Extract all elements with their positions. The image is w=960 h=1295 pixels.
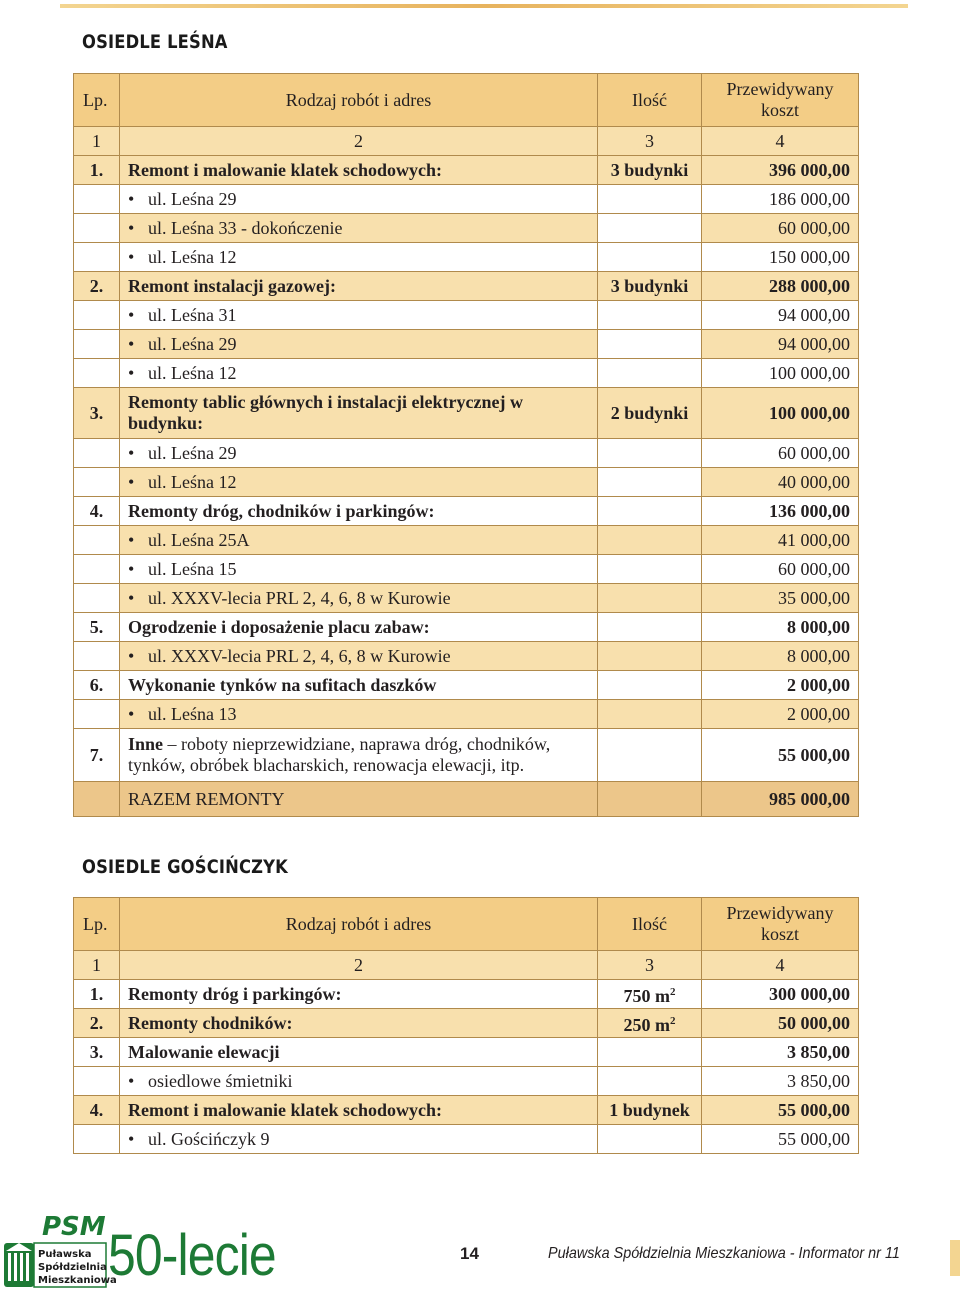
- col-number: 3: [598, 951, 702, 980]
- row-koszt: 100 000,00: [702, 359, 859, 388]
- row-desc: Remonty dróg, chodników i parkingów:: [120, 497, 598, 526]
- row-ilosc: 1 budynek: [598, 1096, 702, 1125]
- logo-text-line: Spółdzielnia: [38, 1262, 107, 1273]
- table-row: [74, 156, 859, 185]
- row-koszt: 8 000,00: [702, 613, 859, 642]
- table-row: [74, 700, 859, 729]
- section-title-goscinczyk: OSIEDLE GOŚCIŃCZYK: [82, 856, 288, 878]
- header-koszt: Przewidywany koszt: [702, 74, 859, 127]
- table-row: [74, 555, 859, 584]
- row-koszt: 2 000,00: [702, 700, 859, 729]
- bullet-icon: •: [128, 217, 135, 238]
- row-ilosc: 2 budynki: [598, 388, 702, 439]
- table-goscinczyk: [73, 897, 859, 1154]
- row-koszt: 55 000,00: [702, 1125, 859, 1154]
- header-ilosc: Ilość: [598, 898, 702, 951]
- row-desc: • ul. Gościńczyk 9: [120, 1125, 598, 1154]
- page-number: 14: [460, 1244, 479, 1263]
- table-row: [74, 185, 859, 214]
- table-row: [74, 468, 859, 497]
- row-koszt: 136 000,00: [702, 497, 859, 526]
- row-desc: Remont i malowanie klatek schodowych:: [120, 156, 598, 185]
- row-desc: Remont i malowanie klatek schodowych:: [120, 1096, 598, 1125]
- table-row: [74, 1009, 859, 1038]
- table-row: [74, 359, 859, 388]
- bullet-icon: •: [128, 558, 135, 579]
- header-lp: Lp.: [74, 898, 120, 951]
- row-koszt: 55 000,00: [702, 1096, 859, 1125]
- col-number: 2: [120, 951, 598, 980]
- bullet-icon: •: [128, 1128, 135, 1149]
- row-desc: Ogrodzenie i doposażenie placu zabaw:: [120, 613, 598, 642]
- row-lp: 7.: [74, 729, 120, 782]
- row-koszt: 3 850,00: [702, 1067, 859, 1096]
- bullet-icon: •: [128, 645, 135, 666]
- row-lp: 3.: [74, 1038, 120, 1067]
- row-lp: 2.: [74, 1009, 120, 1038]
- row-desc: Malowanie elewacji: [120, 1038, 598, 1067]
- row-koszt: 300 000,00: [702, 980, 859, 1009]
- row-ilosc: 250 $m^2$: [598, 1009, 702, 1038]
- row-desc: • ul. Leśna 29: [120, 185, 598, 214]
- footer-decorative-rule: [950, 1240, 960, 1276]
- table-row: [74, 729, 859, 782]
- header-ilosc: Ilość: [598, 74, 702, 127]
- row-desc: • ul. Leśna 33 - dokończenie: [120, 214, 598, 243]
- table-row: [74, 497, 859, 526]
- col-number: 2: [120, 127, 598, 156]
- col-number: 1: [74, 127, 120, 156]
- row-desc: • ul. Leśna 31: [120, 301, 598, 330]
- row-koszt: 60 000,00: [702, 214, 859, 243]
- row-desc: • osiedlowe śmietniki: [120, 1067, 598, 1096]
- logo-mark: PSM: [42, 1212, 106, 1242]
- row-lp: 2.: [74, 272, 120, 301]
- section-title-lesna: OSIEDLE LEŚNA: [82, 31, 228, 53]
- row-koszt: 100 000,00: [702, 388, 859, 439]
- row-lp: 3.: [74, 388, 120, 439]
- table-header-row: [74, 74, 859, 127]
- jubilee-title: 50-lecie: [108, 1223, 276, 1288]
- table-row: [74, 584, 859, 613]
- row-koszt: 41 000,00: [702, 526, 859, 555]
- row-koszt: 8 000,00: [702, 642, 859, 671]
- row-ilosc: 3 budynki: [598, 272, 702, 301]
- row-desc: • ul. XXXV-lecia PRL 2, 4, 6, 8 w Kurowie: [120, 584, 598, 613]
- table-row: [74, 272, 859, 301]
- column-number-row: [74, 127, 859, 156]
- row-lp: 1.: [74, 980, 120, 1009]
- row-desc: Remonty dróg i parkingów:: [120, 980, 598, 1009]
- row-koszt: 186 000,00: [702, 185, 859, 214]
- bullet-icon: •: [128, 703, 135, 724]
- bullet-icon: •: [128, 529, 135, 550]
- bullet-icon: •: [128, 1070, 135, 1091]
- table-row: [74, 214, 859, 243]
- bullet-icon: •: [128, 442, 135, 463]
- header-lp: Lp.: [74, 74, 120, 127]
- row-koszt: 288 000,00: [702, 272, 859, 301]
- row-koszt: 35 000,00: [702, 584, 859, 613]
- table-row: [74, 980, 859, 1009]
- row-lp: 4.: [74, 497, 120, 526]
- logo-text-line: Mieszkaniowa: [38, 1275, 117, 1286]
- row-koszt: 2 000,00: [702, 671, 859, 700]
- table-row: [74, 671, 859, 700]
- row-ilosc: 750 $m^2$: [598, 980, 702, 1009]
- col-number: 4: [702, 951, 859, 980]
- row-desc: Remonty chodników:: [120, 1009, 598, 1038]
- bullet-icon: •: [128, 333, 135, 354]
- row-desc: • ul. Leśna 29: [120, 439, 598, 468]
- total-koszt: 985 000,00: [702, 782, 859, 817]
- table-row: [74, 330, 859, 359]
- header-rodzaj: Rodzaj robót i adres: [120, 898, 598, 951]
- row-desc: Inne – roboty nieprzewidziane, naprawa dróg, chodników, tynków, obróbek blacharskich, renowacja elewacji, itp.: [120, 729, 598, 782]
- row-desc: • ul. Leśna 29: [120, 330, 598, 359]
- top-decorative-rule: [60, 4, 908, 8]
- row-koszt: 60 000,00: [702, 439, 859, 468]
- row-koszt: 3 850,00: [702, 1038, 859, 1067]
- total-label: RAZEM REMONTY: [120, 782, 598, 817]
- table-row: [74, 1096, 859, 1125]
- publication-title: Puławska Spółdzielnia Mieszkaniowa - Informator nr 11: [548, 1245, 900, 1262]
- bullet-icon: •: [128, 362, 135, 383]
- row-koszt: 40 000,00: [702, 468, 859, 497]
- row-ilosc: 3 budynki: [598, 156, 702, 185]
- table-row: [74, 1038, 859, 1067]
- col-number: 4: [702, 127, 859, 156]
- header-koszt: Przewidywany koszt: [702, 898, 859, 951]
- row-desc: • ul. Leśna 12: [120, 359, 598, 388]
- row-desc: Wykonanie tynków na sufitach daszków: [120, 671, 598, 700]
- table-row: [74, 439, 859, 468]
- row-desc: • ul. Leśna 12: [120, 243, 598, 272]
- table-header-row: [74, 898, 859, 951]
- col-number: 1: [74, 951, 120, 980]
- col-number: 3: [598, 127, 702, 156]
- row-desc: Remont instalacji gazowej:: [120, 272, 598, 301]
- row-desc: • ul. Leśna 25A: [120, 526, 598, 555]
- row-koszt: 60 000,00: [702, 555, 859, 584]
- row-desc: • ul. XXXV-lecia PRL 2, 4, 6, 8 w Kurowie: [120, 642, 598, 671]
- table-lesna: [73, 73, 859, 817]
- table-row: [74, 1125, 859, 1154]
- row-lp: 5.: [74, 613, 120, 642]
- row-lp: 1.: [74, 156, 120, 185]
- header-rodzaj: Rodzaj robót i adres: [120, 74, 598, 127]
- logo-text-line: Puławska: [38, 1249, 92, 1260]
- bullet-icon: •: [128, 471, 135, 492]
- bullet-icon: •: [128, 188, 135, 209]
- row-koszt: 94 000,00: [702, 301, 859, 330]
- row-desc: Remonty tablic głównych i instalacji elektrycznej w budynku:: [120, 388, 598, 439]
- table-row: [74, 1067, 859, 1096]
- table-row: [74, 388, 859, 439]
- total-row: [74, 782, 859, 817]
- row-lp: 4.: [74, 1096, 120, 1125]
- table-row: [74, 243, 859, 272]
- row-koszt: 396 000,00: [702, 156, 859, 185]
- table-row: [74, 526, 859, 555]
- column-number-row: [74, 951, 859, 980]
- row-koszt: 50 000,00: [702, 1009, 859, 1038]
- row-desc: • ul. Leśna 15: [120, 555, 598, 584]
- table-row: [74, 301, 859, 330]
- table-row: [74, 642, 859, 671]
- row-koszt: 94 000,00: [702, 330, 859, 359]
- table-row: [74, 613, 859, 642]
- bullet-icon: •: [128, 587, 135, 608]
- row-lp: 6.: [74, 671, 120, 700]
- psm-logo: [2, 1212, 117, 1291]
- row-desc: • ul. Leśna 13: [120, 700, 598, 729]
- row-koszt: 55 000,00: [702, 729, 859, 782]
- row-koszt: 150 000,00: [702, 243, 859, 272]
- bullet-icon: •: [128, 246, 135, 267]
- row-desc: • ul. Leśna 12: [120, 468, 598, 497]
- bullet-icon: •: [128, 304, 135, 325]
